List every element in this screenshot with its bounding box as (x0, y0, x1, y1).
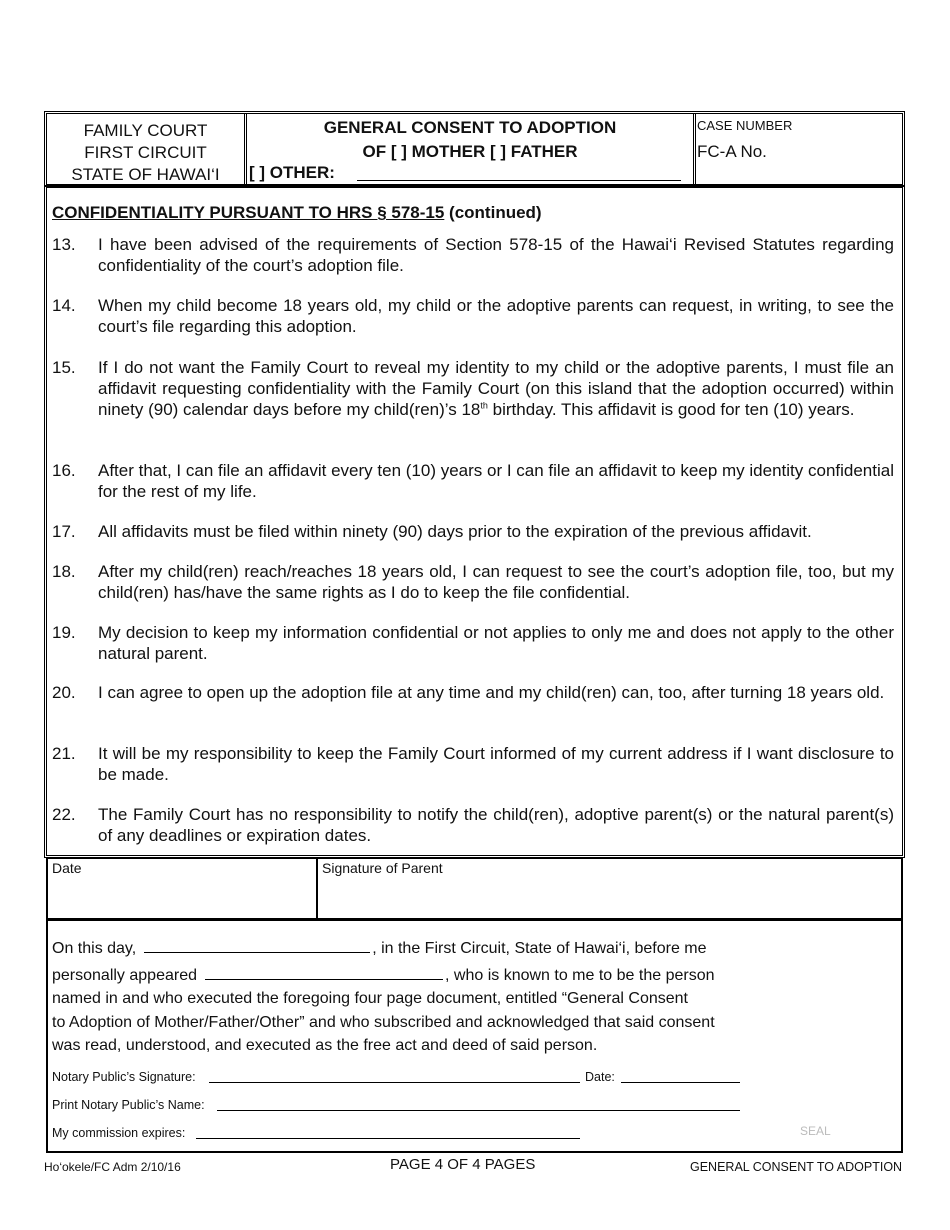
notary-date-label: Date: (585, 1070, 615, 1084)
case-number-label: CASE NUMBER (697, 118, 793, 133)
parent-signature-label: Signature of Parent (322, 860, 443, 876)
title-line-1: GENERAL CONSENT TO ADOPTION (323, 118, 617, 137)
notary-date-blank[interactable] (621, 1070, 740, 1083)
seal-placeholder: SEAL (800, 1124, 831, 1138)
commission-expires-label: My commission expires: (52, 1126, 186, 1140)
section-title: CONFIDENTIALITY PURSUANT TO HRS § 578-15 (continued) (52, 203, 542, 222)
appeared-name-blank[interactable] (205, 965, 443, 980)
item-13: 13. I have been advised of the requirements of Section 578-15 of the Hawai‘i Revised Statutes regarding confidentiality of the court’s adoption file. (52, 235, 894, 275)
notary-line-3: named in and who executed the foregoing four page document, entitled “General Consent (52, 990, 688, 1007)
court-line-3: STATE OF HAWAI‘I (71, 165, 220, 184)
print-notary-name-blank[interactable] (217, 1098, 740, 1111)
title-line-3-other: [ ] OTHER: (249, 163, 335, 182)
page-number: PAGE 4 OF 4 PAGES (390, 1156, 536, 1173)
item-22: 22. The Family Court has no responsibility to notify the child(ren), adoptive parent(s) or the natural parent(s) of any deadlines or expiration dates. (52, 805, 894, 845)
form-title (247, 114, 696, 184)
form-header (44, 111, 905, 187)
item-17: 17. All affidavits must be filed within ninety (90) days prior to the expiration of the previous affidavit. (52, 522, 812, 541)
court-line-1: FAMILY COURT (83, 121, 208, 140)
notary-line-5: was read, understood, and executed as the free act and deed of said person. (52, 1037, 598, 1054)
commission-expires-blank[interactable] (196, 1126, 580, 1139)
court-name (47, 114, 247, 184)
case-number-cell[interactable] (693, 114, 902, 184)
court-line-2: FIRST CIRCUIT (84, 143, 207, 162)
notary-signature-label: Notary Public’s Signature: (52, 1070, 196, 1084)
item-21: 21. It will be my responsibility to keep the Family Court informed of my current address if I want disclosure to be made. (52, 744, 894, 784)
footer-form-title: GENERAL CONSENT TO ADOPTION (690, 1160, 903, 1174)
item-18: 18. After my child(ren) reach/reaches 18 years old, I can request to see the court’s adoption file, too, but my child(ren) has/have the same rights as I do to keep the file confidential. (52, 562, 894, 602)
item-15: 15. If I do not want the Family Court to reveal my identity to my child or the adoptive parents, I must file an affidavit requesting confidentiality with the Family Court (on this island that the adoption occurred) within ninety (90) calendar days before my child(ren)’s 18th birthday. This affidavit is good for ten (10) years. (52, 358, 894, 419)
title-line-2: OF [ ] MOTHER [ ] FATHER (362, 142, 578, 161)
item-20: 20. I can agree to open up the adoption file at any time and my child(ren) can, too, after turning 18 years old. (52, 683, 885, 702)
form-code: Ho‘okele/FC Adm 2/10/16 (44, 1160, 181, 1174)
notary-line-1: On this day, , in the First Circuit, State of Hawai‘i, before me (52, 940, 707, 957)
date-field[interactable] (48, 878, 314, 918)
item-19: 19. My decision to keep my information confidential or not applies to only me and does not apply to the other natural parent. (52, 623, 894, 663)
case-number-value: FC-A No. (697, 142, 767, 161)
parent-signature-field[interactable] (320, 878, 900, 918)
day-blank[interactable] (144, 938, 370, 953)
date-label: Date (52, 860, 82, 876)
notary-line-4: to Adoption of Mother/Father/Other” and who subscribed and acknowledged that said consent (52, 1014, 715, 1031)
notary-signature-blank[interactable] (209, 1070, 580, 1083)
print-notary-name-label: Print Notary Public’s Name: (52, 1098, 205, 1112)
notary-line-2: personally appeared , who is known to me to be the person (52, 967, 715, 984)
item-14: 14. When my child become 18 years old, my child or the adoptive parents can request, in writing, to see the court’s file regarding this adoption. (52, 296, 894, 336)
item-16: 16. After that, I can file an affidavit every ten (10) years or I can file an affidavit to keep my identity confidential for the rest of my life. (52, 461, 894, 501)
other-blank-line[interactable] (357, 180, 681, 181)
signature-divider (316, 857, 318, 921)
